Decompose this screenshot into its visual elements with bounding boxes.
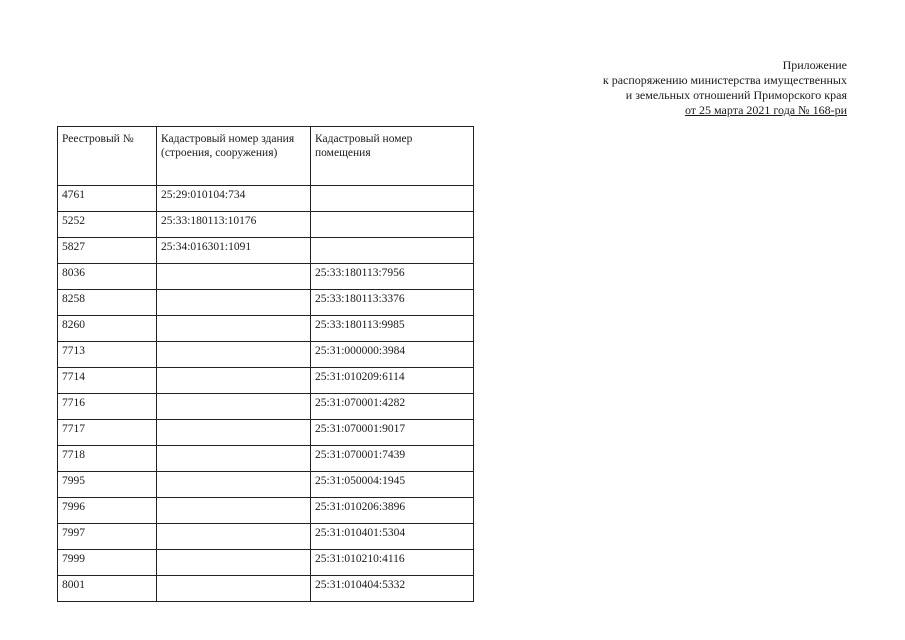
building-cadastral-number-cell: 25:29:010104:734: [157, 186, 311, 212]
registry-number-cell: 5252: [58, 212, 157, 238]
table-row: [58, 446, 474, 472]
building-cadastral-number-cell: [157, 498, 311, 524]
premises-cadastral-number-cell: 25:31:010401:5304: [311, 524, 474, 550]
building-cadastral-number-cell: [157, 472, 311, 498]
cadastral-registry-table: [57, 126, 474, 602]
building-cadastral-number-cell: [157, 290, 311, 316]
building-cadastral-number-cell: [157, 420, 311, 446]
table-row: [58, 576, 474, 602]
premises-cadastral-number-cell: 25:31:070001:7439: [311, 446, 474, 472]
building-cadastral-number-cell: [157, 394, 311, 420]
building-cadastral-number-cell: 25:34:016301:1091: [157, 238, 311, 264]
registry-number-cell: 7997: [58, 524, 157, 550]
registry-number-cell: 8036: [58, 264, 157, 290]
table-row: [58, 550, 474, 576]
building-cadastral-number-cell: [157, 576, 311, 602]
table-row: [58, 290, 474, 316]
column-header-registry-number: Реестровый №: [58, 127, 157, 186]
premises-cadastral-number-cell: 25:31:050004:1945: [311, 472, 474, 498]
registry-number-cell: 7996: [58, 498, 157, 524]
table-header-row: [58, 127, 474, 186]
table-row: [58, 498, 474, 524]
table-row: [58, 394, 474, 420]
registry-number-cell: 7713: [58, 342, 157, 368]
building-cadastral-number-cell: [157, 342, 311, 368]
table-row: [58, 472, 474, 498]
building-cadastral-number-cell: [157, 316, 311, 342]
table-row: [58, 524, 474, 550]
appendix-title: Приложение: [782, 58, 847, 72]
registry-number-cell: 7716: [58, 394, 157, 420]
registry-number-cell: 7999: [58, 550, 157, 576]
registry-number-cell: 8260: [58, 316, 157, 342]
premises-cadastral-number-cell: [311, 186, 474, 212]
column-header-building-cadastral-number: Кадастровый номер здания (строения, сооружения): [157, 127, 311, 186]
premises-cadastral-number-cell: 25:33:180113:9985: [311, 316, 474, 342]
registry-number-cell: 7714: [58, 368, 157, 394]
table-row: [58, 342, 474, 368]
premises-cadastral-number-cell: 25:31:010206:3896: [311, 498, 474, 524]
registry-number-cell: 4761: [58, 186, 157, 212]
premises-cadastral-number-cell: 25:31:010210:4116: [311, 550, 474, 576]
registry-number-cell: 7995: [58, 472, 157, 498]
building-cadastral-number-cell: [157, 446, 311, 472]
column-header-premises-cadastral-number: Кадастровый номер помещения: [311, 127, 474, 186]
table-row: [58, 368, 474, 394]
premises-cadastral-number-cell: 25:31:070001:4282: [311, 394, 474, 420]
building-cadastral-number-cell: [157, 368, 311, 394]
premises-cadastral-number-cell: 25:31:000000:3984: [311, 342, 474, 368]
premises-cadastral-number-cell: 25:31:010209:6114: [311, 368, 474, 394]
registry-number-cell: 7717: [58, 420, 157, 446]
building-cadastral-number-cell: [157, 264, 311, 290]
table-row: [58, 212, 474, 238]
premises-cadastral-number-cell: 25:31:010404:5332: [311, 576, 474, 602]
appendix-reference-line-1: к распоряжению министерства имущественных: [602, 73, 847, 87]
table-row: [58, 316, 474, 342]
premises-cadastral-number-cell: 25:31:070001:9017: [311, 420, 474, 446]
registry-number-cell: 8001: [58, 576, 157, 602]
registry-number-cell: 8258: [58, 290, 157, 316]
table-row: [58, 238, 474, 264]
registry-number-cell: 5827: [58, 238, 157, 264]
appendix-order-date-number: от 25 марта 2021 года № 168-ри: [684, 103, 847, 117]
building-cadastral-number-cell: 25:33:180113:10176: [157, 212, 311, 238]
premises-cadastral-number-cell: [311, 238, 474, 264]
table-row: [58, 420, 474, 446]
premises-cadastral-number-cell: 25:33:180113:7956: [311, 264, 474, 290]
building-cadastral-number-cell: [157, 524, 311, 550]
table-body: [58, 186, 474, 602]
building-cadastral-number-cell: [157, 550, 311, 576]
appendix-reference-line-2: и земельных отношений Приморского края: [625, 88, 847, 102]
table-row: [58, 264, 474, 290]
premises-cadastral-number-cell: [311, 212, 474, 238]
registry-number-cell: 7718: [58, 446, 157, 472]
appendix-header: [547, 58, 847, 118]
table-row: [58, 186, 474, 212]
premises-cadastral-number-cell: 25:33:180113:3376: [311, 290, 474, 316]
